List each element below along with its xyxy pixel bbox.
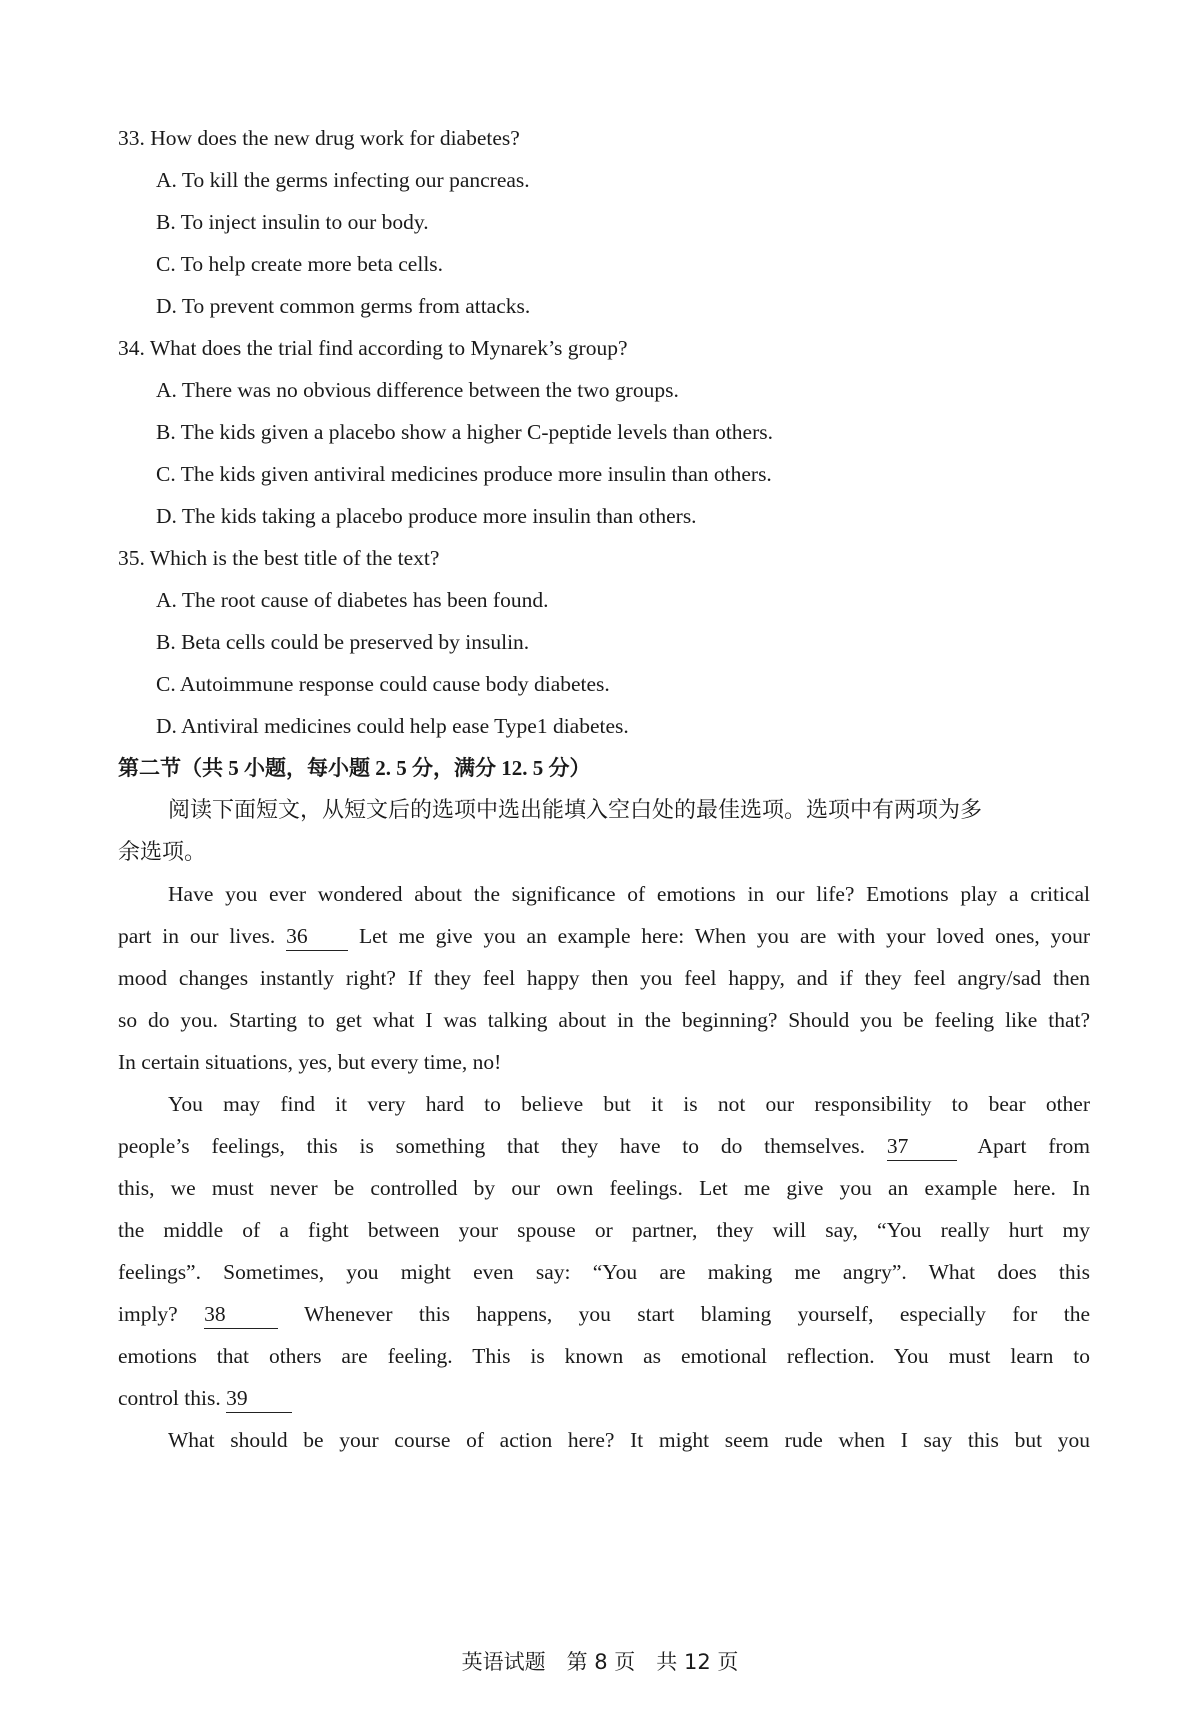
blank-38: 38 [204,1304,278,1329]
question-35-option-b: B. Beta cells could be preserved by insulin. [156,630,530,654]
passage-line: Have you ever wondered about the significance of emotions in our life? Emotions play a critical [168,882,1090,906]
passage-line: emotions that others are feeling. This is known as emotional reflection. You must learn to [118,1344,1090,1368]
passage-text: part in our lives. [118,924,276,948]
page-footer: 英语试题 第 8 页 共 12 页 [461,1650,739,1674]
passage-line: the middle of a fight between your spouse or partner, they will say, “You really hurt my [118,1218,1090,1242]
passage-line: mood changes instantly right? If they feel happy then you feel happy, and if they feel angry/sad then [118,966,1090,990]
section-heading: 第二节（共 5 小题，每小题 2. 5 分，满分 12. 5 分） [118,756,591,780]
question-33-option-d: D. To prevent common germs from attacks. [156,294,531,318]
passage-line: so do you. Starting to get what I was talking about in the beginning? Should you be feeling like that? [118,1008,1090,1032]
blank-36: 36 [286,926,348,951]
question-34-option-c: C. The kids given antiviral medicines produce more insulin than others. [156,462,772,486]
passage-line: You may find it very hard to believe but it is not our responsibility to bear other [168,1092,1090,1116]
question-34-option-a: A. There was no obvious difference between the two groups. [156,378,679,402]
blank-37: 37 [887,1136,957,1161]
question-35-option-a: A. The root cause of diabetes has been found. [156,588,549,612]
question-34-stem: 34. What does the trial find according to Mynarek’s group? [118,336,628,360]
question-33-option-a: A. To kill the germs infecting our pancreas. [156,168,530,192]
passage-line [118,1136,1090,1161]
passage-line [118,926,1090,951]
question-34-option-d: D. The kids taking a placebo produce more insulin than others. [156,504,697,528]
blank-39: 39 [226,1388,292,1413]
passage-line: feelings”. Sometimes, you might even say: “You are making me angry”. What does this [118,1260,1090,1284]
passage-text: imply? [118,1302,178,1326]
passage-text: control this. [118,1386,221,1410]
instruction-line-1: 阅读下面短文，从短文后的选项中选出能填入空白处的最佳选项。选项中有两项为多 [168,798,983,823]
passage-line: What should be your course of action here? It might seem rude when I say this but you [168,1428,1090,1452]
passage-text: people’s feelings, this is something that they have to do themselves. [118,1134,866,1158]
question-34-option-b: B. The kids given a placebo show a higher C-peptide levels than others. [156,420,773,444]
passage-text: Let me give you an example here: When you are with your loved ones, your [359,924,1091,948]
passage-text: Whenever this happens, you start blaming yourself, especially for the [304,1302,1090,1326]
question-33-stem: 33. How does the new drug work for diabetes? [118,126,520,150]
passage-text: Apart from [977,1134,1091,1158]
instruction-line-2: 余选项。 [118,840,207,865]
passage-line [118,1388,1090,1413]
passage-line [118,1304,1090,1329]
question-35-stem: 35. Which is the best title of the text? [118,546,440,570]
passage-line: In certain situations, yes, but every time, no! [118,1050,502,1074]
question-35-option-d: D. Antiviral medicines could help ease Type1 diabetes. [156,714,629,738]
question-33-option-b: B. To inject insulin to our body. [156,210,429,234]
question-33-option-c: C. To help create more beta cells. [156,252,444,276]
question-35-option-c: C. Autoimmune response could cause body diabetes. [156,672,610,696]
passage-line: this, we must never be controlled by our own feelings. Let me give you an example here. In [118,1176,1090,1200]
